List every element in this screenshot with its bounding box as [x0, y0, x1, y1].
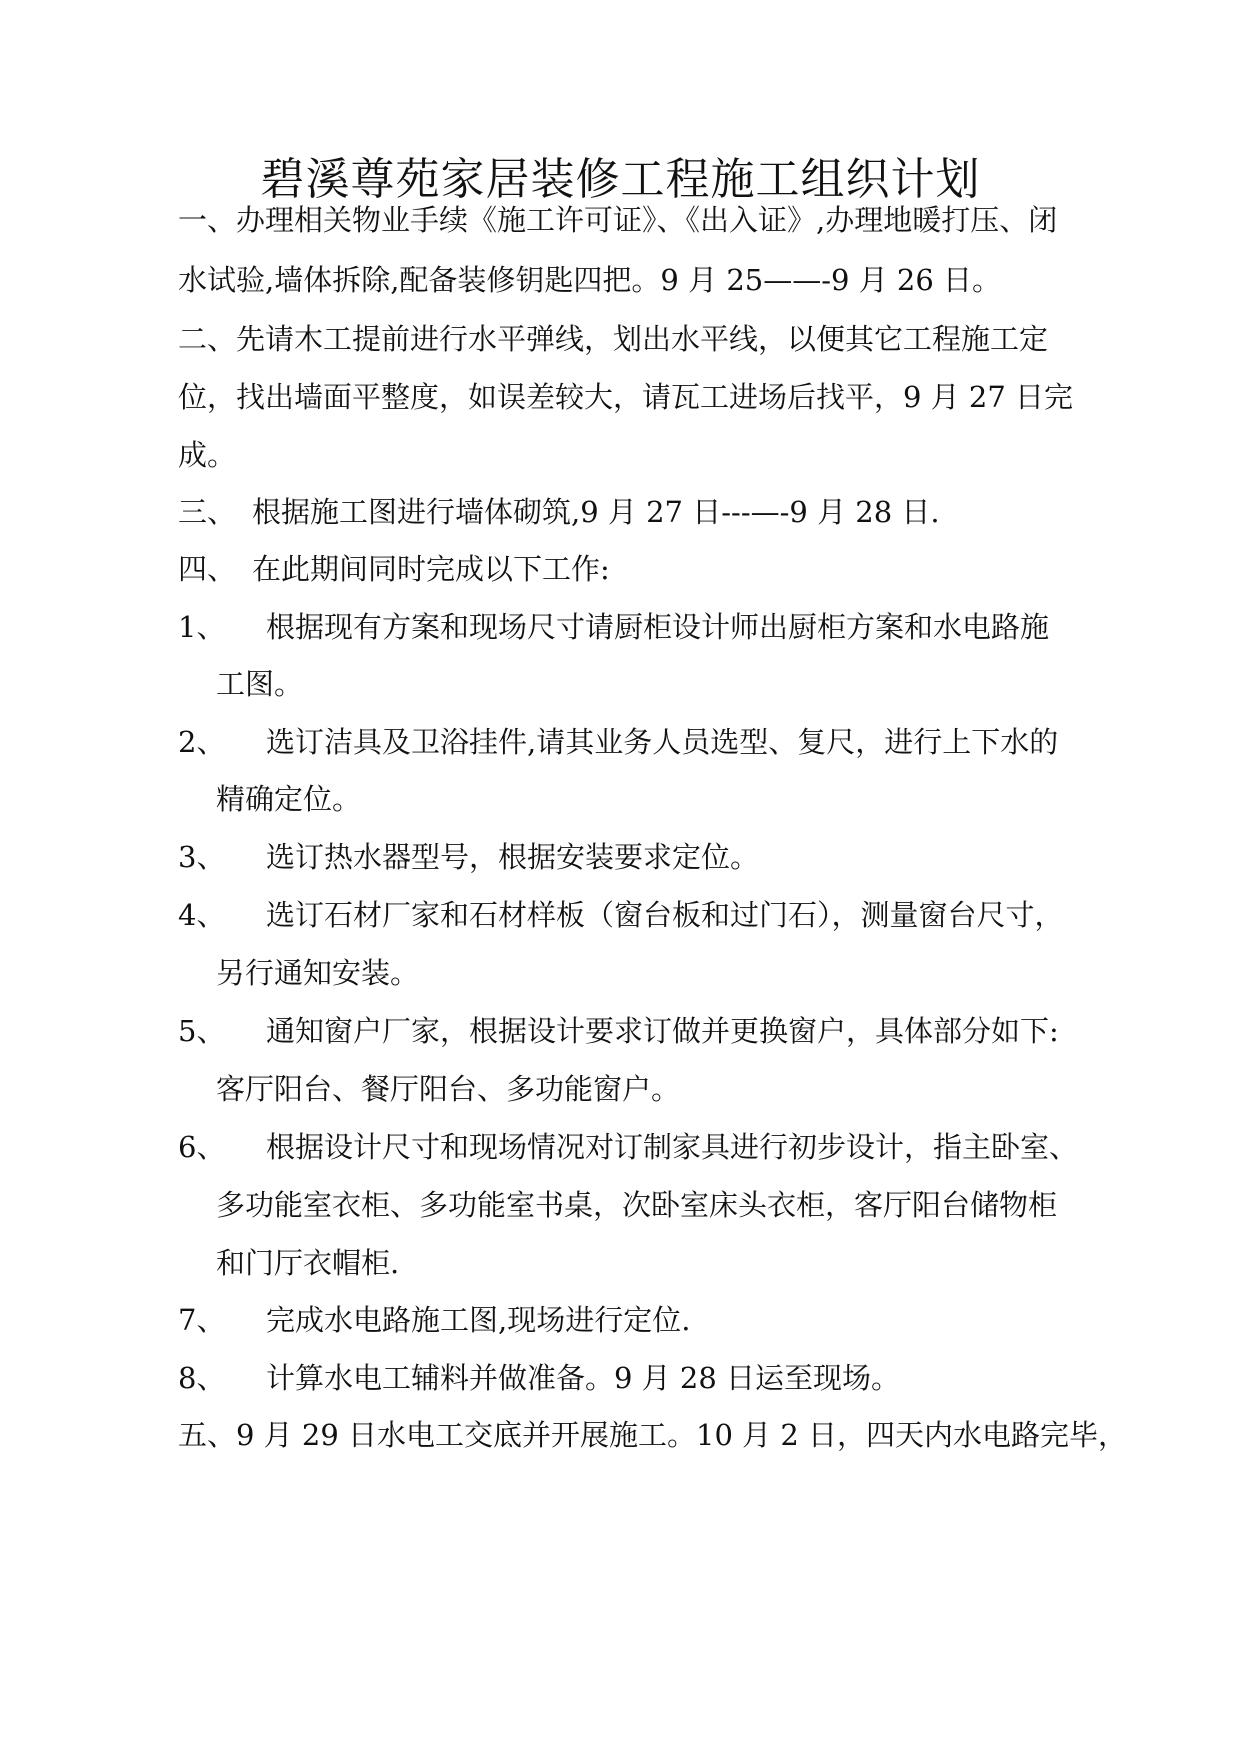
list-item-number: 6、: [178, 1130, 226, 1164]
list-item-line: 完成水电路施工图,现场进行定位.: [266, 1303, 691, 1337]
section-1-line-1: 一、办理相关物业手续《施工许可证》、《出入证》,办理地暖打压、闭: [178, 203, 1058, 237]
list-item-line: 选订洁具及卫浴挂件,请其业务人员选型、复尺，进行上下水的: [266, 725, 1059, 759]
list-item-line: 计算水电工辅料并做准备。9 月 28 日运至现场。: [266, 1361, 901, 1395]
section-5-line-1: 五、9 月 29 日水电工交底并开展施工。10 月 2 日，四天内水电路完毕，: [178, 1418, 1128, 1452]
list-item-number: 3、: [178, 840, 226, 874]
list-item-line: 根据现有方案和现场尺寸请厨柜设计师出厨柜方案和水电路施: [266, 610, 1050, 644]
list-item-number: 7、: [178, 1303, 226, 1337]
list-item-number: 4、: [178, 898, 226, 932]
list-item-line: 和门厅衣帽柜.: [216, 1246, 400, 1280]
list-item-line: 另行通知安装。: [216, 956, 420, 990]
section-2-line-3: 成。: [178, 438, 237, 472]
list-item-line: 多功能室衣柜、多功能室书桌，次卧室床头衣柜，客厅阳台储物柜: [216, 1188, 1058, 1222]
document-title: 碧溪尊苑家居装修工程施工组织计划: [260, 154, 981, 205]
section-3-text: 根据施工图进行墙体砌筑,9 月 27 日---—-9 月 28 日.: [252, 495, 940, 529]
list-item-line: 选订石材厂家和石材样板（窗台板和过门石），测量窗台尺寸，: [266, 898, 1064, 932]
section-1-line-2: 水试验,墙体拆除,配备装修钥匙四把。9 月 25——-9 月 26 日。: [178, 263, 1002, 297]
list-item-line: 精确定位。: [216, 782, 362, 816]
list-item-line: 根据设计尺寸和现场情况对订制家具进行初步设计，指主卧室、: [266, 1130, 1079, 1164]
list-item-line: 通知窗户厂家，根据设计要求订做并更换窗户，具体部分如下:: [266, 1014, 1059, 1048]
list-item-line: 客厅阳台、餐厅阳台、多功能窗户。: [216, 1072, 681, 1106]
section-2-line-2: 位，找出墙面平整度，如误差较大，请瓦工进场后找平，9 月 27 日完: [178, 380, 1074, 414]
list-item-number: 5、: [178, 1014, 226, 1048]
section-2-line-1: 二、先请木工提前进行水平弹线，划出水平线，以便其它工程施工定: [178, 322, 1049, 356]
section-3-label: 三、: [178, 495, 237, 529]
list-item-line: 工图。: [216, 667, 304, 701]
list-item-number: 8、: [178, 1361, 226, 1395]
section-4-text: 在此期间同时完成以下工作:: [252, 552, 610, 586]
section-4-label: 四、: [178, 552, 237, 586]
list-item-number: 1、: [178, 610, 226, 644]
list-item-line: 选订热水器型号，根据安装要求定位。: [266, 840, 760, 874]
list-item-number: 2、: [178, 725, 226, 759]
